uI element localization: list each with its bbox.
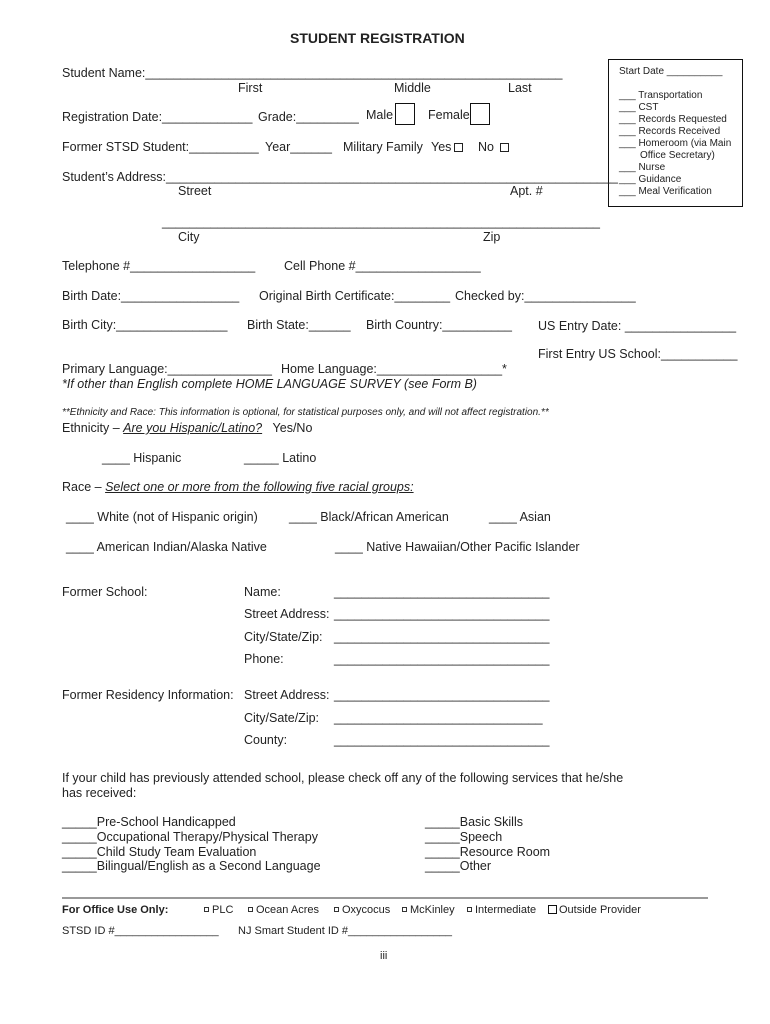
office-item[interactable]: ___ Guidance	[619, 174, 682, 185]
ethnicity-label: Ethnicity –	[62, 421, 124, 435]
city-label: City	[178, 230, 200, 244]
page-title: STUDENT REGISTRATION	[290, 30, 465, 46]
latino-option[interactable]: _____ Latino	[244, 451, 317, 465]
checked-by-field[interactable]: Checked by:________________	[455, 289, 636, 303]
intermediate-checkbox[interactable]	[467, 907, 472, 912]
services-instruction: If your child has previously attended school, please check off any of the following services that he/she	[62, 771, 624, 785]
mckinley-label: McKinley	[410, 904, 455, 916]
male-label: Male	[366, 108, 394, 122]
city-zip-line[interactable]: _______________________________________________________________	[162, 215, 600, 229]
service-option[interactable]: _____Speech	[425, 830, 503, 844]
mckinley-checkbox[interactable]	[402, 907, 407, 912]
street-label: Street	[178, 184, 212, 198]
page-number: iii	[380, 950, 388, 962]
grade-field[interactable]: Grade:_________	[258, 110, 359, 124]
name-first-label: First	[238, 81, 263, 95]
birth-state-field[interactable]: Birth State:______	[247, 318, 351, 332]
oxycocus-checkbox[interactable]	[334, 907, 339, 912]
female-checkbox[interactable]	[470, 103, 490, 125]
residency-street-field[interactable]: _______________________________	[334, 688, 550, 702]
birth-certificate-field[interactable]: Original Birth Certificate:________	[259, 289, 451, 303]
military-no-label: No	[478, 140, 494, 154]
military-yes-label: Yes	[431, 140, 452, 154]
former-school-name-label: Name:	[244, 585, 281, 599]
residency-county-label: County:	[244, 733, 288, 747]
plc-label: PLC	[212, 904, 234, 916]
service-option[interactable]: _____Other	[425, 859, 492, 873]
plc-checkbox[interactable]	[204, 907, 209, 912]
name-middle-label: Middle	[394, 81, 431, 95]
birth-city-field[interactable]: Birth City:________________	[62, 318, 228, 332]
former-school-city-label: City/State/Zip:	[244, 630, 323, 644]
us-entry-date-field[interactable]: US Entry Date: ________________	[538, 319, 737, 333]
office-item[interactable]: ___ Transportation	[619, 90, 703, 101]
race-white-option[interactable]: ____ White (not of Hispanic origin)	[66, 510, 258, 524]
former-stsd-field[interactable]: Former STSD Student:__________	[62, 140, 259, 154]
hispanic-option[interactable]: ____ Hispanic	[102, 451, 182, 465]
ethnicity-question: Are you Hispanic/Latino?	[123, 421, 263, 435]
military-family-label: Military Family	[343, 140, 423, 154]
former-school-street-label: Street Address:	[244, 607, 330, 621]
former-residency-label: Former Residency Information:	[62, 688, 234, 702]
outside-provider-label: Outside Provider	[559, 904, 641, 916]
female-label: Female	[428, 108, 470, 122]
outside-provider-checkbox[interactable]	[548, 905, 557, 914]
office-use-label: For Office Use Only:	[62, 904, 169, 916]
cell-phone-field[interactable]: Cell Phone #__________________	[284, 259, 481, 273]
telephone-field[interactable]: Telephone #__________________	[62, 259, 256, 273]
intermediate-label: Intermediate	[475, 904, 537, 916]
race-instruction: Select one or more from the following five racial groups:	[105, 480, 414, 494]
year-field[interactable]: Year______	[265, 140, 332, 154]
divider	[62, 897, 708, 899]
office-item[interactable]: ___ Nurse	[619, 162, 666, 173]
service-option[interactable]: _____Resource Room	[425, 845, 551, 859]
office-item[interactable]: ___ CST	[619, 102, 659, 113]
registration-date-field[interactable]: Registration Date:_____________	[62, 110, 253, 124]
primary-language-field[interactable]: Primary Language:_______________	[62, 362, 272, 376]
name-last-label: Last	[508, 81, 532, 95]
former-school-street-field[interactable]: _______________________________	[334, 607, 550, 621]
residency-city-field[interactable]: ______________________________	[334, 711, 543, 725]
first-entry-school-field[interactable]: First Entry US School:___________	[538, 347, 738, 361]
residency-street-label: Street Address:	[244, 688, 330, 702]
residency-county-field[interactable]: _______________________________	[334, 733, 550, 747]
service-option[interactable]: _____Child Study Team Evaluation	[62, 845, 257, 859]
ocean-acres-checkbox[interactable]	[248, 907, 253, 912]
military-yes-checkbox[interactable]	[454, 143, 463, 152]
service-option[interactable]: _____Basic Skills	[425, 815, 523, 829]
ocean-acres-label: Ocean Acres	[256, 904, 319, 916]
service-option[interactable]: _____Bilingual/English as a Second Language	[62, 859, 321, 873]
military-no-checkbox[interactable]	[500, 143, 509, 152]
race-hawaiian-option[interactable]: ____ Native Hawaiian/Other Pacific Islander	[335, 540, 580, 554]
birth-date-field[interactable]: Birth Date:_________________	[62, 289, 240, 303]
birth-country-field[interactable]: Birth Country:__________	[366, 318, 512, 332]
nj-smart-id-field[interactable]: NJ Smart Student ID #_________________	[238, 925, 453, 937]
race-asian-option[interactable]: ____ Asian	[489, 510, 551, 524]
office-item[interactable]: ___ Meal Verification	[619, 186, 712, 197]
office-item[interactable]: ___ Records Requested	[619, 114, 727, 125]
stsd-id-field[interactable]: STSD ID #_________________	[62, 925, 219, 937]
former-school-label: Former School:	[62, 585, 148, 599]
oxycocus-label: Oxycocus	[342, 904, 391, 916]
ethnicity-race-note: **Ethnicity and Race: This information is optional, for statistical purposes only, and will not affect registration.**	[62, 407, 549, 418]
race-indian-option[interactable]: ____ American Indian/Alaska Native	[66, 540, 267, 554]
home-language-field[interactable]: Home Language:__________________*	[281, 362, 507, 376]
former-school-phone-field[interactable]: _______________________________	[334, 652, 550, 666]
services-instruction-cont: has received:	[62, 786, 137, 800]
former-school-name-field[interactable]: _______________________________	[334, 585, 550, 599]
race-label: Race –	[62, 480, 106, 494]
start-date-field[interactable]: Start Date __________	[619, 66, 723, 77]
student-name-field[interactable]: Student Name:____________________________________________________________	[62, 66, 563, 80]
student-address-field[interactable]: Student’s Address:_________________________________________________________________	[62, 170, 618, 184]
apt-label: Apt. #	[510, 184, 543, 198]
race-black-option[interactable]: ____ Black/African American	[289, 510, 449, 524]
service-option[interactable]: _____Pre-School Handicapped	[62, 815, 236, 829]
language-survey-note: *If other than English complete HOME LANGUAGE SURVEY (see Form B)	[62, 377, 477, 391]
residency-city-label: City/Sate/Zip:	[244, 711, 320, 725]
office-checklist-box	[608, 59, 743, 207]
male-checkbox[interactable]	[395, 103, 415, 125]
service-option[interactable]: _____Occupational Therapy/Physical Therapy	[62, 830, 318, 844]
office-item-continued: Office Secretary)	[640, 150, 715, 161]
ethnicity-yes-no[interactable]: Yes/No	[272, 421, 313, 435]
zip-label: Zip	[483, 230, 501, 244]
former-school-phone-label: Phone:	[244, 652, 284, 666]
former-school-city-field[interactable]: _______________________________	[334, 630, 550, 644]
office-item[interactable]: ___ Records Received	[619, 126, 721, 137]
office-item[interactable]: ___ Homeroom (via Main	[619, 138, 732, 149]
